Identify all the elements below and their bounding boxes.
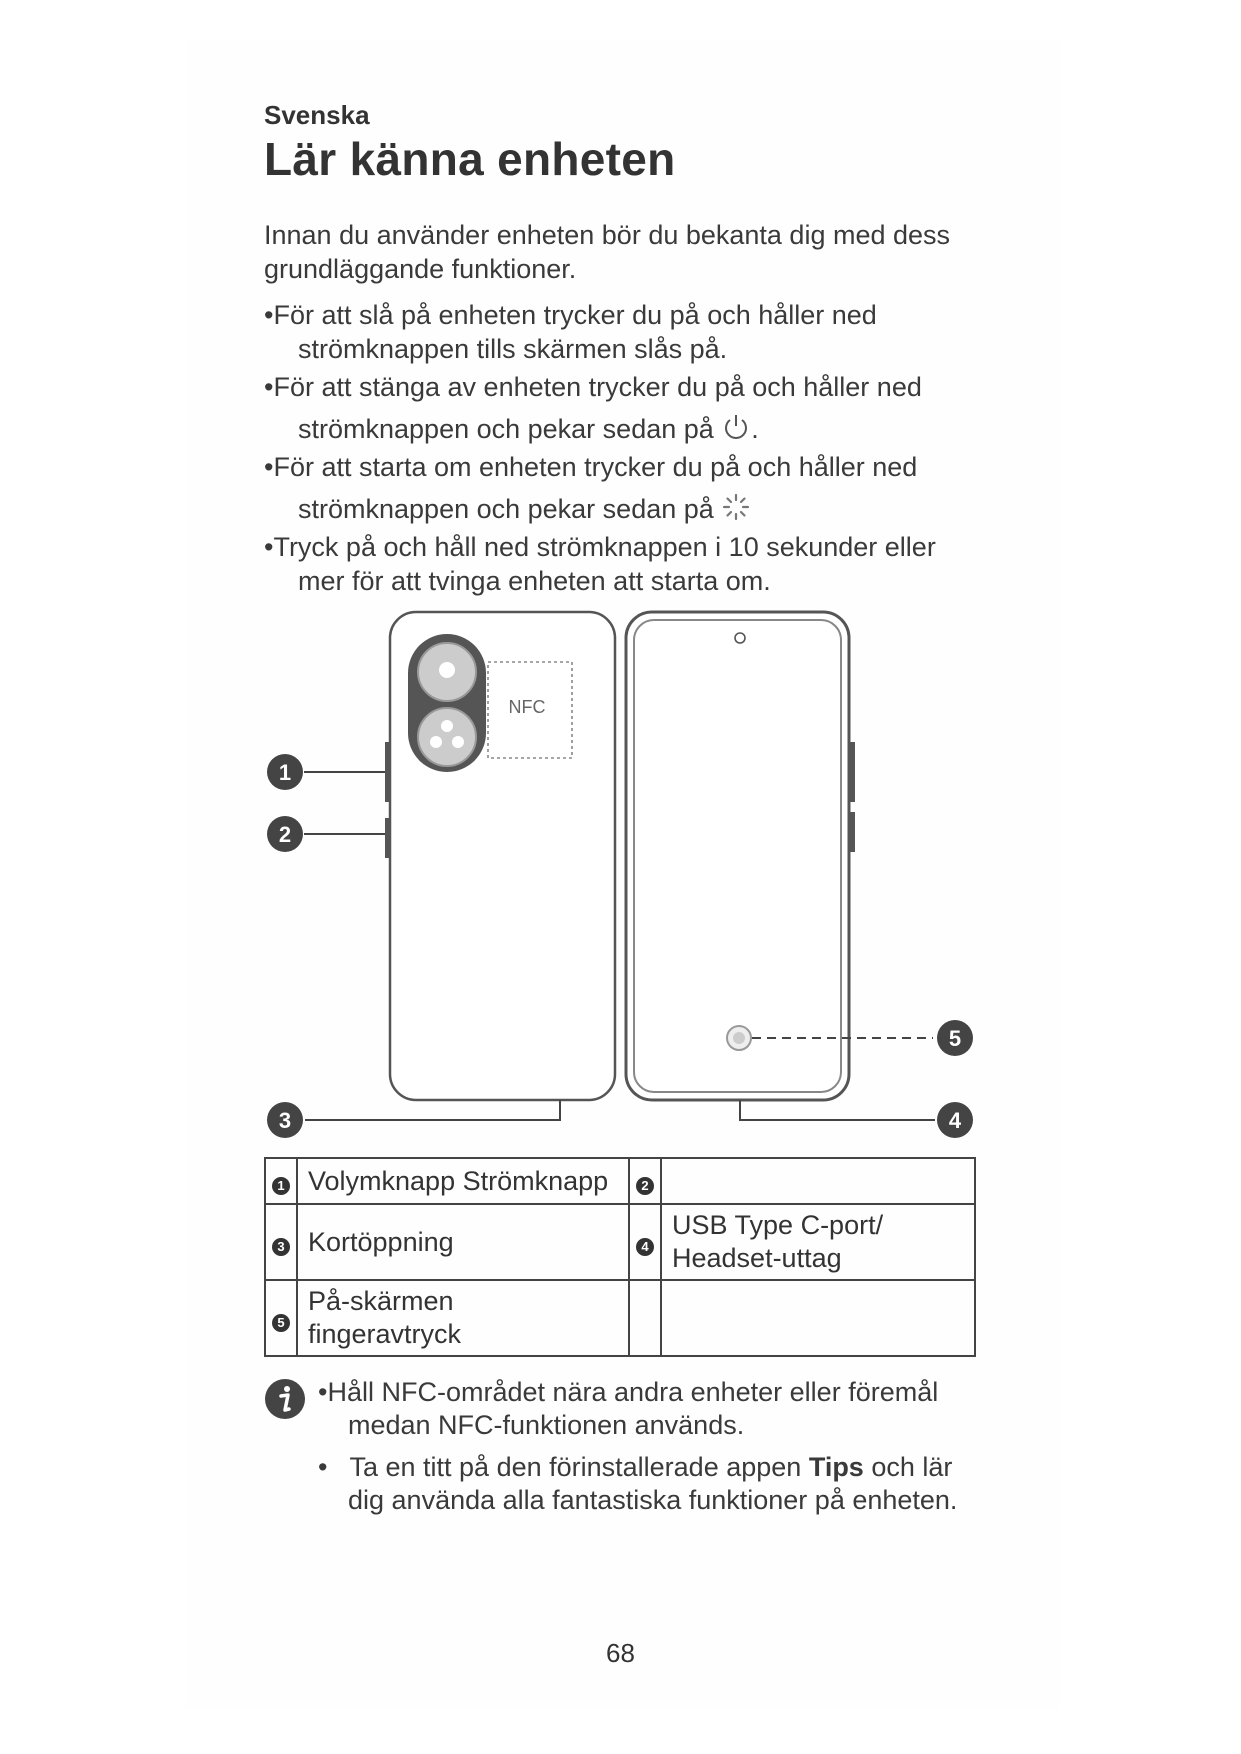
callout-number: 3 <box>278 1108 292 1133</box>
note-line: •Håll NFC-området nära andra enheter eller föremål <box>318 1377 939 1407</box>
callout-3 <box>267 1102 303 1138</box>
language-label: Svenska <box>264 100 370 130</box>
page-number: 68 <box>606 1638 635 1668</box>
nfc-label: NFC <box>508 697 546 717</box>
callout-2 <box>267 816 303 852</box>
table-cell-label <box>661 1204 975 1280</box>
note-line: medan NFC-funktionen används. <box>348 1410 745 1440</box>
label-line: Headset-uttag <box>672 1243 842 1273</box>
tips-app-name: Tips <box>808 1452 864 1482</box>
callout-number: 2 <box>278 822 292 847</box>
number-badge: 3 <box>272 1238 290 1256</box>
table-cell-label: Volymknapp Strömknapp <box>297 1158 629 1204</box>
bullet-line: •För att starta om enheten trycker du på och håller ned <box>264 452 918 482</box>
table-cell-number <box>265 1280 297 1356</box>
parts-table <box>264 1157 976 1357</box>
table-row <box>265 1280 975 1356</box>
table-row <box>265 1158 975 1204</box>
note-tips <box>318 1451 978 1517</box>
bullet-glyph: • <box>318 1452 328 1482</box>
note-line: dig använda alla fantastiska funktioner på enheten. <box>348 1485 958 1515</box>
label-line: USB Type C-port/ <box>672 1210 884 1240</box>
label-line: fingeravtryck <box>308 1319 462 1349</box>
table-cell-label <box>661 1280 975 1356</box>
number-badge: 5 <box>272 1314 290 1332</box>
info-icon <box>264 1378 306 1425</box>
bullet-power-off: •För att stänga av enheten trycker du på och håller ned strömknappen och pekar sedan på . <box>264 370 1024 450</box>
note-text: och lär <box>863 1452 953 1482</box>
bullet-line: mer för att tvinga enheten att starta om. <box>298 566 771 596</box>
number-badge: 4 <box>636 1238 654 1256</box>
phone-back <box>385 612 615 1100</box>
note-line <box>318 1451 978 1484</box>
number-badge: 2 <box>636 1177 654 1195</box>
callout-5 <box>937 1020 973 1056</box>
intro-paragraph: Innan du använder enheten bör du bekanta dig med dess grundläggande funktioner. <box>264 220 951 284</box>
bullet-line: strömknappen tills skärmen slås på. <box>298 334 728 364</box>
number-badge: 1 <box>272 1177 290 1195</box>
bullet-line: strömknappen och pekar sedan på <box>298 414 714 445</box>
table-cell-label: Kortöppning <box>297 1204 629 1280</box>
callout-4 <box>937 1102 973 1138</box>
phone-front <box>626 612 855 1100</box>
bullet-line: •Tryck på och håll ned strömknappen i 10 sekunder eller <box>264 532 936 562</box>
table-cell-label <box>297 1280 629 1356</box>
table-cell-number <box>629 1280 661 1356</box>
bullet-line: •För att stänga av enheten trycker du på och håller ned <box>264 372 922 402</box>
callout-number: 1 <box>278 760 292 785</box>
note-nfc <box>318 1376 978 1442</box>
label-line: På-skärmen <box>308 1286 454 1316</box>
callout-number: 4 <box>948 1108 962 1133</box>
callout-1 <box>267 754 303 790</box>
table-cell-number <box>265 1204 297 1280</box>
table-cell-number <box>629 1158 661 1204</box>
bullet-line: strömknappen och pekar sedan på <box>298 494 714 525</box>
table-row <box>265 1204 975 1280</box>
bullet-line: •För att slå på enheten trycker du på och håller ned <box>264 300 877 330</box>
table-cell-number <box>265 1158 297 1204</box>
table-cell-label <box>661 1158 975 1204</box>
note-text: Ta en titt på den förinstallerade appen <box>349 1452 809 1482</box>
callout-number: 5 <box>948 1026 962 1051</box>
page-title: Lär känna enheten <box>264 133 676 185</box>
table-cell-number <box>629 1204 661 1280</box>
